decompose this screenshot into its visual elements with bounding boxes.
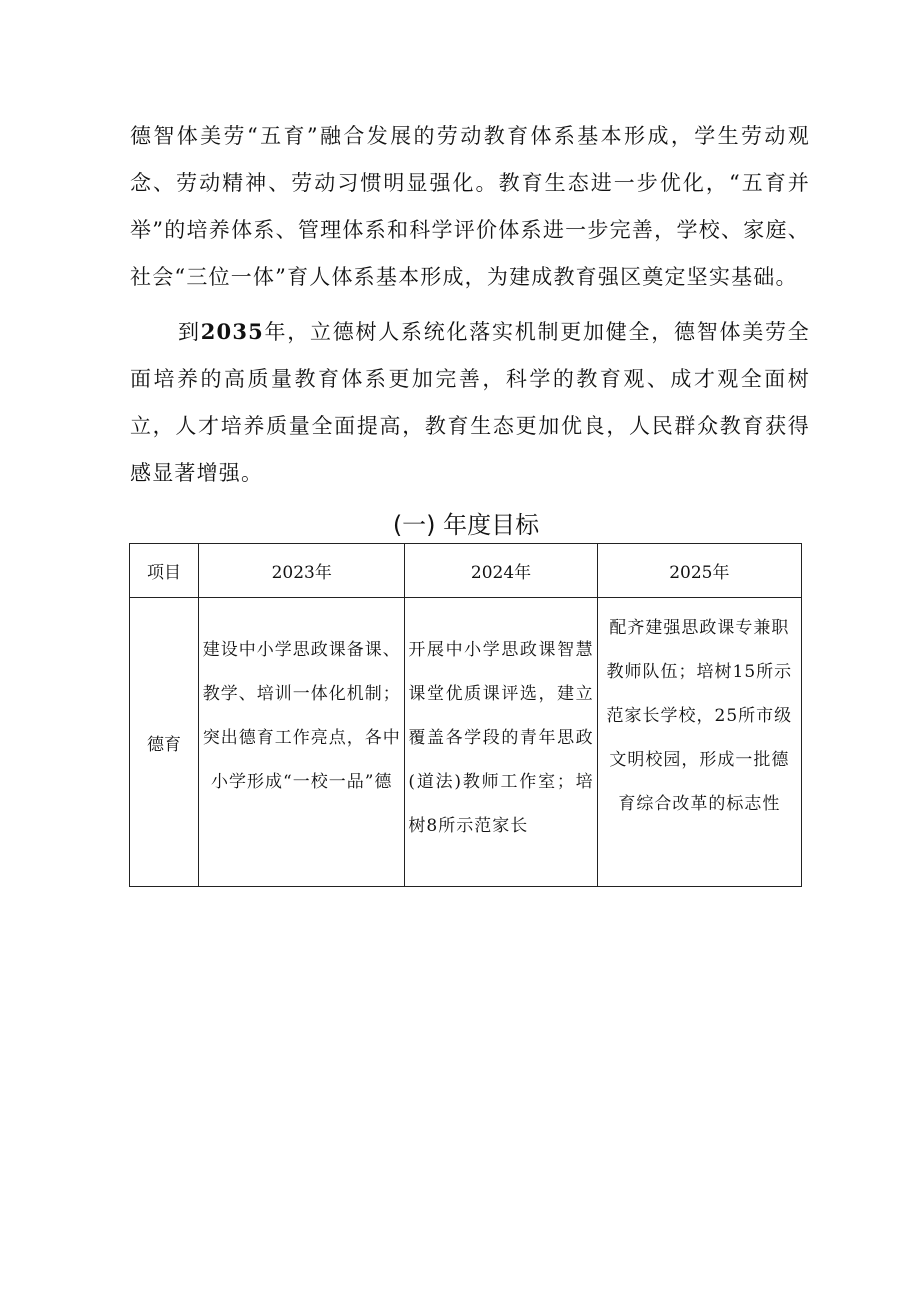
table-header-row [130, 544, 802, 598]
cell-2025 [597, 598, 801, 887]
cell-2024 [405, 598, 597, 887]
header-item: 项目 [130, 544, 199, 598]
paragraph-2-year: 2035 [200, 319, 264, 344]
section-heading: (一) 年度目标 [392, 511, 540, 539]
cell-2023 [199, 598, 405, 887]
body-paragraph-1: 德智体美劳“五育”融合发展的劳动教育体系基本形成，学生劳动观念、劳动精神、劳动习惯明显强化。教育生态进一步优化，“五育并举”的培养体系、管理体系和科学评价体系进一步完善，学校、家庭、社会“三位一体”育人体系基本形成，为建成教育强区奠定坚实基础。 [130, 124, 810, 289]
paragraph-2-text: 年，立德树人系统化落实机制更加健全，德智体美劳全面培养的高质量教育体系更加完善，科学的教育观、成才观全面树立，人才培养质量全面提高，教育生态更加优良，人民群众教育获得感显著增强。 [130, 320, 810, 485]
header-2023: 2023年 [199, 544, 405, 598]
cell-2023-text: 建设中小学思政课备课、教学、培训一体化机制；突出德育工作亮点，各中小学形成“一校一品”德 [202, 640, 401, 792]
row-label-moral-education: 德育 [130, 598, 199, 887]
body-paragraph-2 [130, 308, 810, 497]
header-2025: 2025年 [597, 544, 801, 598]
table-row [130, 598, 802, 887]
paragraph-2-prefix: 到 [178, 320, 201, 344]
cell-2024-text: 开展中小学思政课智慧课堂优质课评选，建立覆盖各学段的青年思政(道法)教师工作室；培树8所示范家长 [408, 640, 594, 836]
header-2024: 2024年 [405, 544, 597, 598]
cell-2025-text: 配齐建强思政课专兼职教师队伍；培树15所示范家长学校，25所市级文明校园，形成一批德育综合改革的标志性 [606, 618, 793, 814]
annual-goals-table [129, 543, 802, 887]
